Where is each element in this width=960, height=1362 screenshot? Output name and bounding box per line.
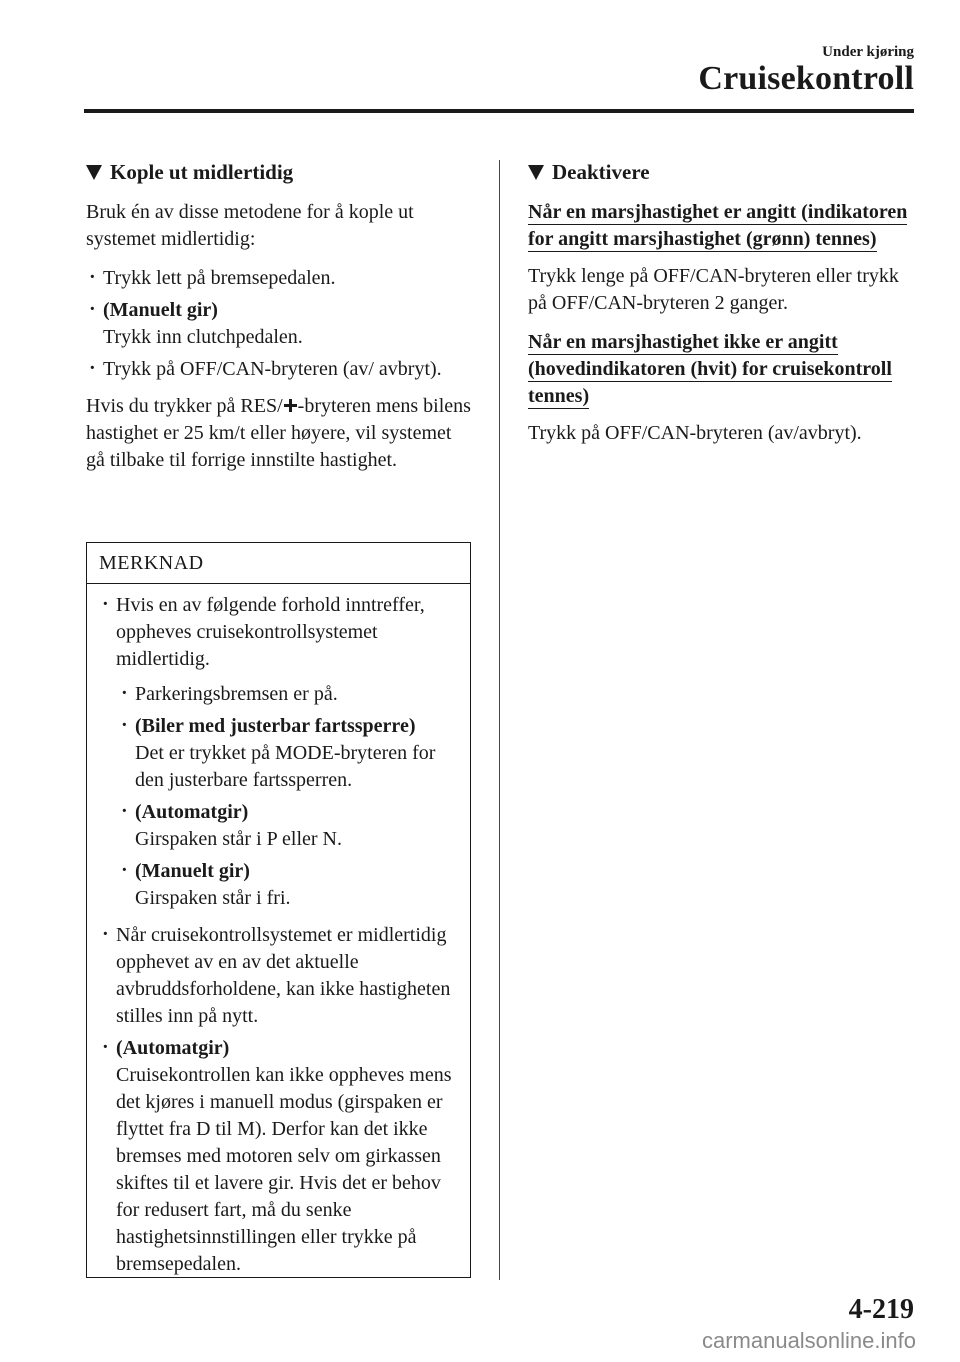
page-title: Cruisekontroll — [698, 60, 914, 97]
note-list — [99, 592, 458, 1278]
list-item — [118, 713, 458, 794]
method-list — [86, 265, 471, 383]
list-item — [86, 297, 471, 351]
item-text: Girspaken står i fri. — [135, 887, 291, 909]
res-paragraph — [86, 393, 471, 474]
watermark: carmanualsonline.info — [701, 1328, 916, 1353]
subheading-speed-set — [528, 199, 918, 253]
right-column — [528, 160, 918, 459]
list-item — [118, 681, 458, 708]
column-divider — [499, 160, 500, 1280]
item-condition: · (Manuelt gir) — [135, 860, 250, 882]
header-rule — [84, 109, 914, 113]
subheading-text: Når en marsjhastighet er angitt (indikatoren for angitt marsjhastighet (grønn) tennes) — [528, 201, 908, 250]
res-text-before: Hvis du trykker på RES/ — [86, 395, 283, 417]
list-item — [86, 356, 471, 383]
item-text: Trykk inn clutchpedalen. — [103, 326, 303, 348]
item-condition: · (Manuelt gir) — [103, 299, 218, 321]
note-box — [86, 542, 471, 1278]
item-text: Hvis en av følgende forhold inntreffer, oppheves cruisekontrollsystemet midlertidig. — [116, 594, 425, 670]
section-heading-disengage — [86, 160, 471, 185]
intro-paragraph: Bruk én av disse metodene for å kople ut systemet midlertidig: — [86, 201, 414, 250]
list-item — [118, 858, 458, 912]
item-condition: · (Automatgir) — [135, 801, 249, 823]
subheading-text: Når en marsjhastighet ikke er angitt (hovedindikatoren (hvit) for cruisekontroll tennes) — [528, 331, 892, 407]
heading-text: Deaktivere — [552, 160, 650, 184]
list-item — [118, 799, 458, 853]
list-item — [99, 592, 458, 912]
item-text: Når cruisekontrollsystemet er midlertidig opphevet av en av det aktuelle avbruddsforholdene, kan ikke hastigheten stilles inn på nytt. — [116, 924, 451, 1027]
triangle-marker-icon — [528, 165, 544, 180]
paragraph: Trykk lenge på OFF/CAN-bryteren eller trykk på OFF/CAN-bryteren 2 ganger. — [528, 265, 899, 314]
section-heading-deactivate — [528, 160, 918, 185]
triangle-marker-icon — [86, 165, 102, 180]
item-text: Trykk på OFF/CAN-bryteren (av/ avbryt). — [103, 358, 442, 380]
list-item — [86, 265, 471, 292]
list-item — [99, 1035, 458, 1278]
item-text: Det er trykket på MODE-bryteren for den justerbare fartssperren. — [135, 742, 436, 791]
item-text: Cruisekontrollen kan ikke oppheves mens det kjøres i manuell modus (girspaken er flyttet fra D til M). Derfor kan det ikke bremses med motoren selv om girkassen skiftes til et lavere gir. Hvis det er behov for redusert fart, må du senke hastighetsinnstillingen eller trykke på bremsepedalen. — [116, 1064, 452, 1275]
sub-list — [116, 681, 458, 912]
item-text: Trykk lett på bremsepedalen. — [103, 267, 336, 289]
list-item — [99, 922, 458, 1030]
section-name: Under kjøring — [822, 44, 914, 60]
paragraph: Trykk på OFF/CAN-bryteren (av/avbryt). — [528, 422, 862, 444]
left-column — [86, 160, 471, 486]
plus-icon — [284, 399, 297, 412]
note-body — [87, 584, 470, 1278]
res-text-after: -bryteren mens bilens hastighet er 25 km/t eller høyere, vil systemet gå tilbake til forrige innstilte hastighet. — [86, 395, 471, 471]
item-condition: · (Automatgir) — [116, 1037, 230, 1059]
item-text: Parkeringsbremsen er på. — [135, 683, 338, 705]
note-title: MERKNAD — [87, 543, 470, 584]
item-text: Girspaken står i P eller N. — [135, 828, 342, 850]
item-condition: · (Biler med justerbar fartssperre) — [135, 715, 416, 737]
page-number: 4-219 — [848, 1294, 914, 1325]
heading-text: Kople ut midlertidig — [110, 160, 294, 184]
subheading-speed-not-set — [528, 329, 918, 410]
